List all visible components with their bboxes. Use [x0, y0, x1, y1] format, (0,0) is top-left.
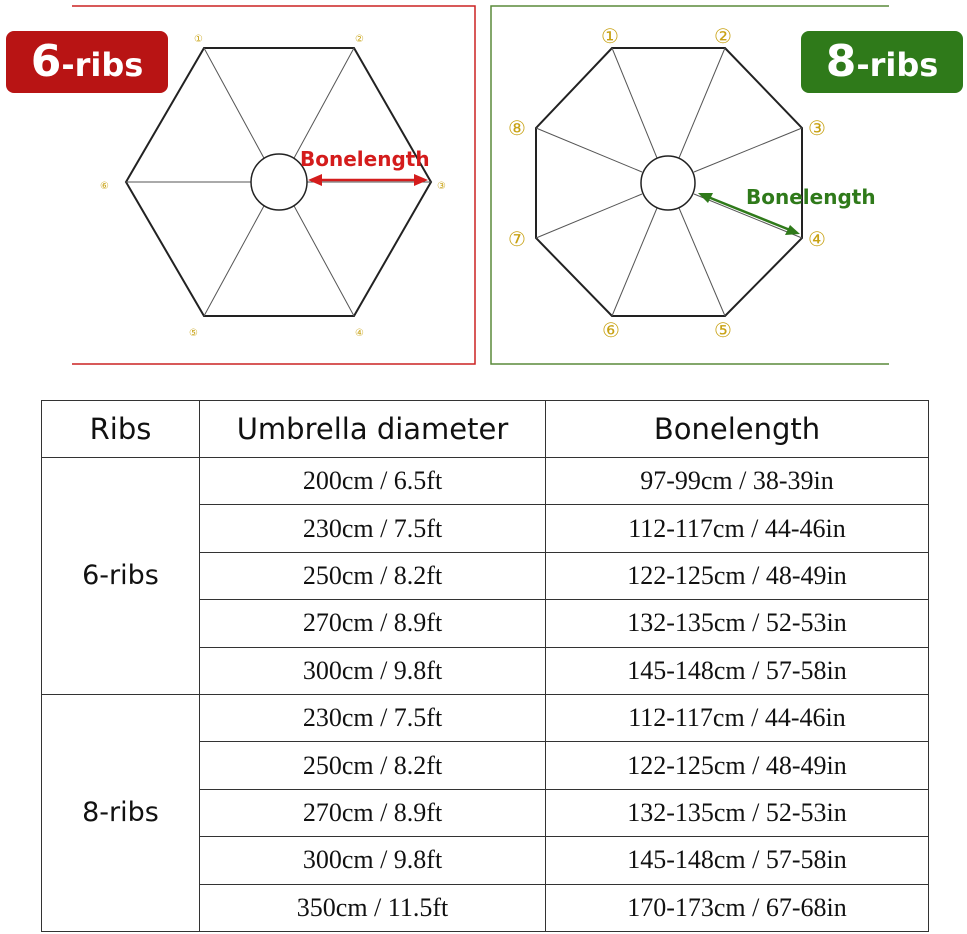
bonelength-cell: 132-135cm / 52-53in	[546, 600, 929, 647]
vertex-label-6: ⑥	[100, 181, 109, 192]
header-ribs: Ribs	[42, 401, 200, 458]
vertex-label-1: ①	[601, 24, 619, 48]
diameter-cell: 270cm / 8.9ft	[200, 789, 546, 836]
table-header-row	[42, 401, 929, 458]
table-row	[42, 694, 929, 741]
vertex-label-3: ③	[437, 181, 446, 192]
diameter-cell: 350cm / 11.5ft	[200, 884, 546, 931]
vertex-label-6: ⑥	[602, 318, 620, 342]
six-ribs-badge	[6, 31, 168, 93]
diameter-cell: 270cm / 8.9ft	[200, 600, 546, 647]
bonelength-cell: 122-125cm / 48-49in	[546, 742, 929, 789]
bonelength-cell: 97-99cm / 38-39in	[546, 458, 929, 505]
bonelength-cell: 145-148cm / 57-58in	[546, 837, 929, 884]
vertex-label-1: ①	[194, 34, 203, 45]
bonelength-cell: 145-148cm / 57-58in	[546, 647, 929, 694]
header-bonelength: Bonelength	[546, 401, 929, 458]
group-label-six-ribs: 6-ribs	[42, 458, 200, 695]
badge-number: 8	[825, 36, 857, 87]
table-row	[42, 458, 929, 505]
vertex-label-4: ④	[808, 227, 826, 251]
badge-suffix: -ribs	[61, 46, 144, 84]
vertex-label-8: ⑧	[508, 116, 526, 140]
vertex-label-5: ⑤	[714, 318, 732, 342]
badge-number: 6	[30, 36, 62, 87]
eight-ribs-badge	[801, 31, 963, 93]
vertex-label-2: ②	[355, 34, 364, 45]
diameter-cell: 300cm / 9.8ft	[200, 647, 546, 694]
diameter-cell: 230cm / 7.5ft	[200, 505, 546, 552]
bonelength-cell: 112-117cm / 44-46in	[546, 694, 929, 741]
diameter-cell: 250cm / 8.2ft	[200, 742, 546, 789]
bonelength-cell: 122-125cm / 48-49in	[546, 552, 929, 599]
hub-circle	[641, 156, 695, 210]
vertex-label-7: ⑦	[508, 227, 526, 251]
six-ribs-diagram	[0, 0, 480, 370]
vertex-label-4: ④	[355, 328, 364, 339]
bonelength-cell: 132-135cm / 52-53in	[546, 789, 929, 836]
vertex-label-2: ②	[714, 24, 732, 48]
badge-suffix: -ribs	[856, 46, 939, 84]
diameter-cell: 230cm / 7.5ft	[200, 694, 546, 741]
diameter-cell: 200cm / 6.5ft	[200, 458, 546, 505]
bonelength-label: Bonelength	[300, 147, 430, 171]
vertex-label-5: ⑤	[189, 328, 198, 339]
bonelength-cell: 112-117cm / 44-46in	[546, 505, 929, 552]
group-label-eight-ribs: 8-ribs	[42, 694, 200, 931]
hub-circle	[251, 154, 307, 210]
bonelength-arrow	[308, 174, 428, 186]
bonelength-cell: 170-173cm / 67-68in	[546, 884, 929, 931]
size-table	[41, 400, 929, 932]
diameter-cell: 300cm / 9.8ft	[200, 837, 546, 884]
header-umbrella-diameter: Umbrella diameter	[200, 401, 546, 458]
diameter-cell: 250cm / 8.2ft	[200, 552, 546, 599]
bonelength-label: Bonelength	[746, 185, 876, 209]
vertex-label-3: ③	[808, 116, 826, 140]
